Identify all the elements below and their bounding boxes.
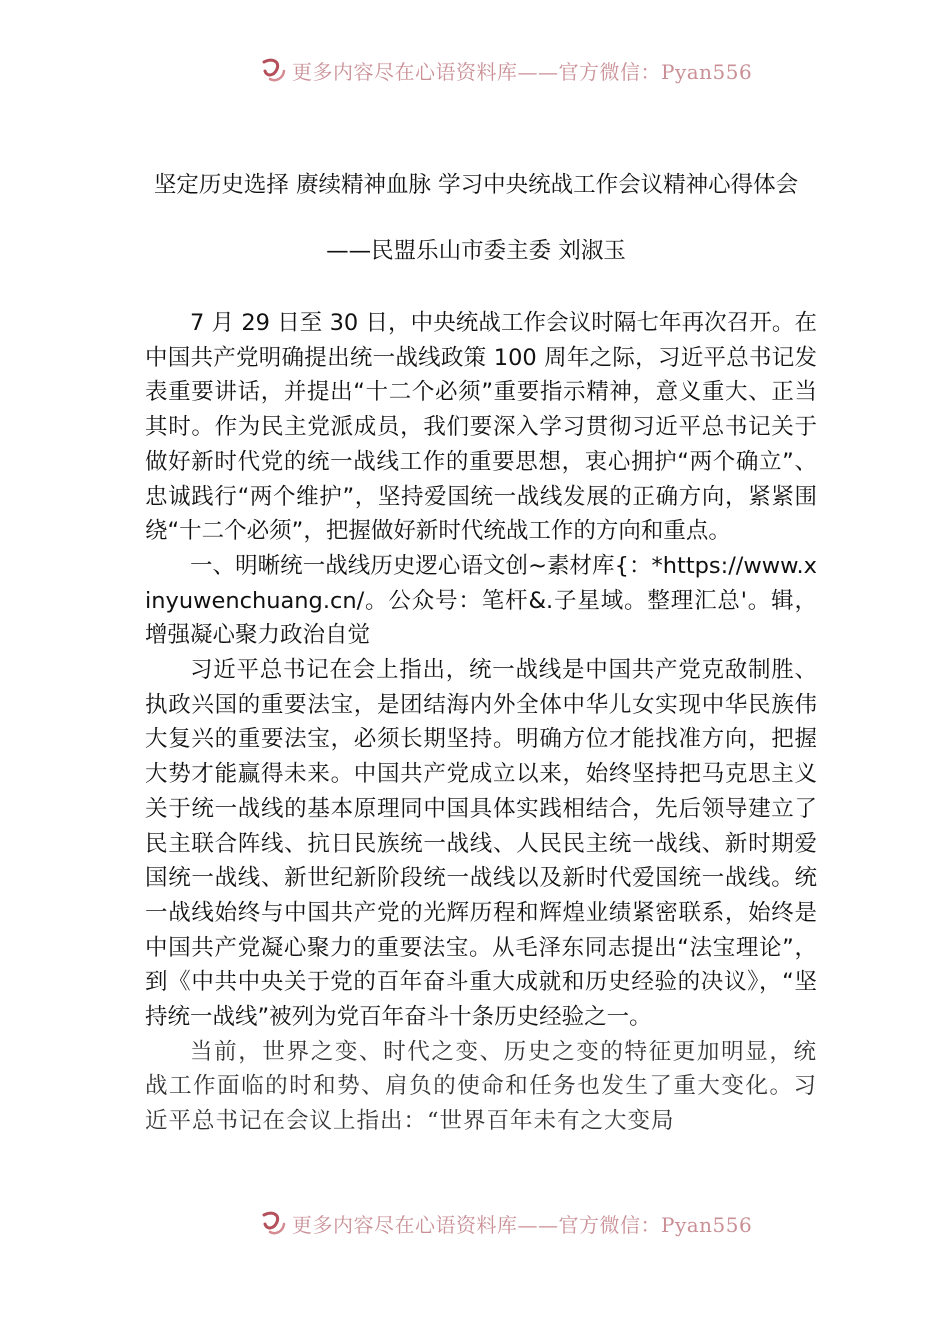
paragraph-intro: 7 月 29 日至 30 日，中央统战工作会议时隔七年再次召开。在中国共产党明确提出统一战线政策 100 周年之际，习近平总书记发表重要讲话，并提出“十二个必须”重要指示精神，意义重大、正当其时。作为民主党派成员，我们要深入学习贯彻习近平总书记关于做好新时代党的统一战线工作的重要思想，衷心拥护“两个确立”、忠诚践行“两个维护”，坚持爱国统一战线发展的正确方向，紧紧围绕“十二个必须”，把握做好新时代统战工作的方向和重点。	[145, 310, 817, 545]
watermark-header	[258, 55, 758, 85]
brand-logo-icon	[258, 1208, 288, 1238]
watermark-text: 更多内容尽在心语资料库——官方微信：Pyan556	[292, 1212, 753, 1237]
document-title: 坚定历史选择 赓续精神血脉 学习中央统战工作会议精神心得体会	[153, 172, 799, 198]
document-subtitle: ——民盟乐山市委主委 刘淑玉	[326, 238, 626, 264]
watermark-footer	[258, 1208, 758, 1238]
paragraph-current-situation: 当前，世界之变、时代之变、历史之变的特征更加明显，统战工作面临的时和势、肩负的使命和任务也发生了重大变化。习近平总书记在会议上指出：“世界百年未有之大变局	[145, 1038, 817, 1134]
section-heading-1: 一、明晰统一战线历史逻心语文创~素材库{：*https://www.xinyuwenchuang.cn/。公众号：笔杆&.子星域。整理汇总'。辑，增强凝心聚力政治自觉	[145, 552, 817, 649]
document-body	[145, 306, 817, 1138]
watermark-text: 更多内容尽在心语资料库——官方微信：Pyan556	[292, 59, 753, 84]
brand-logo-icon	[258, 55, 288, 85]
paragraph-united-front: 习近平总书记在会上指出，统一战线是中国共产党克敌制胜、执政兴国的重要法宝，是团结海内外全体中华儿女实现中华民族伟大复兴的重要法宝，必须长期坚持。明确方位才能找准方向，把握大势才能赢得未来。中国共产党成立以来，始终坚持把马克思主义关于统一战线的基本原理同中国具体实践相结合，先后领导建立了民主联合阵线、抗日民族统一战线、人民民主统一战线、新时期爱国统一战线、新世纪新阶段统一战线以及新时代爱国统一战线。统一战线始终与中国共产党的光辉历程和辉煌业绩紧密联系，始终是中国共产党凝心聚力的重要法宝。从毛泽东同志提出“法宝理论”，到《中共中央关于党的百年奋斗重大成就和历史经验的决议》，“坚持统一战线”被列为党百年奋斗十条历史经验之一。	[145, 657, 817, 1031]
